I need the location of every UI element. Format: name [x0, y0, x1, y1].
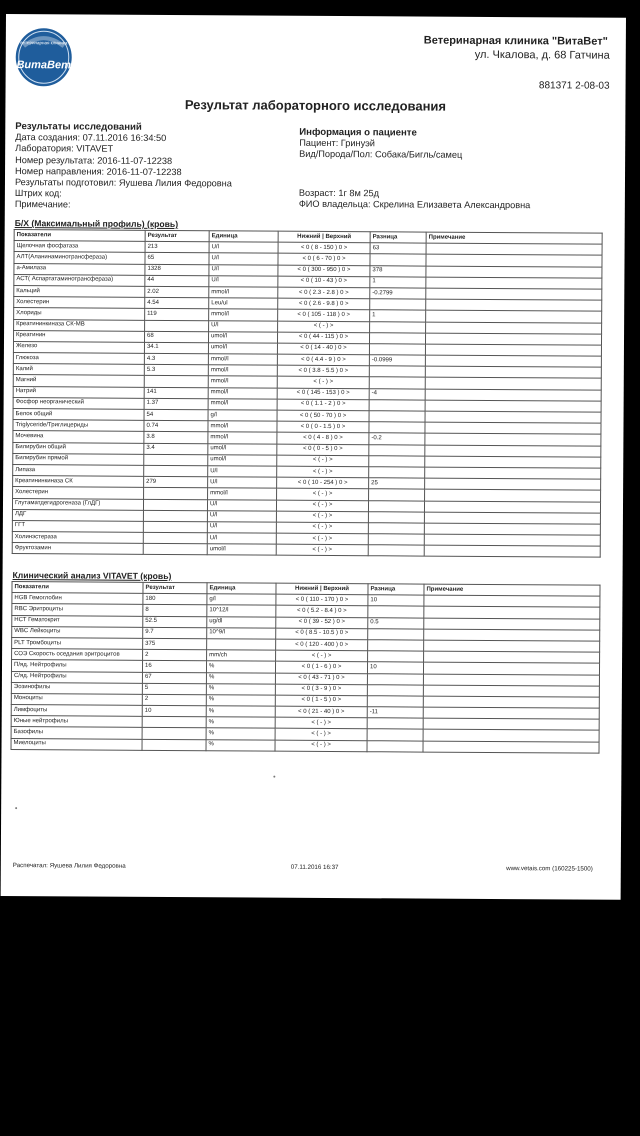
cell-unit: mmol/l: [208, 399, 277, 411]
cell-parameter: Билирубин общий: [13, 442, 144, 454]
cell-result: [142, 717, 206, 729]
prepared-by: Результаты подготовил: Яушева Лилия Федоровна: [14, 177, 232, 189]
cell-parameter: PLT Тромбоциты: [12, 637, 143, 649]
cell-unit: %: [206, 695, 275, 707]
cell-range: < 0 ( 8 - 150 ) 0 >: [278, 242, 370, 254]
created-date: Дата создания: 07.11.2016 16:34:50: [15, 132, 167, 144]
cell-difference: [370, 254, 426, 266]
cell-range: < ( - ) >: [275, 740, 367, 752]
referral-number: Номер направления: 2016-11-07-12238: [15, 165, 182, 177]
cell-result: [143, 499, 207, 511]
cell-unit: mmol/l: [208, 432, 277, 444]
cell-result: 16: [142, 661, 206, 673]
cell-range: < 0 ( 8.5 - 10.5 ) 0 >: [276, 628, 368, 640]
cell-unit: U/l: [207, 533, 276, 545]
cell-parameter: Хлориды: [14, 308, 145, 320]
cell-result: 1328: [145, 264, 209, 276]
cell-unit: umol/l: [208, 443, 277, 455]
column-header-note: Примечание: [424, 584, 600, 596]
cell-range: < ( - ) >: [277, 455, 369, 467]
cell-range: < 0 ( 43 - 71 ) 0 >: [275, 673, 367, 685]
cell-range: < 0 ( 2.3 - 2.8 ) 0 >: [278, 287, 370, 299]
cell-parameter: Билирубин прямой: [13, 453, 144, 465]
cell-result: 180: [143, 594, 207, 606]
cell-parameter: Холинэстераза: [12, 532, 143, 544]
cell-unit: mmol/l: [208, 387, 277, 399]
lab-report-page: [1, 14, 626, 900]
biochem-table: [12, 229, 603, 558]
cell-parameter: Холестерин: [13, 487, 144, 499]
cell-unit: Leu/ul: [209, 298, 278, 310]
cell-difference: [369, 444, 425, 456]
cell-range: < 0 ( 10 - 254 ) 0 >: [277, 477, 369, 489]
cell-result: 65: [145, 253, 209, 265]
cell-range: < 0 ( 1 - 6 ) 0 >: [275, 661, 367, 673]
cell-unit: U/l: [209, 275, 278, 287]
cell-parameter: Миелоциты: [11, 738, 142, 750]
cell-result: 54: [144, 409, 208, 421]
note-label: Примечание:: [14, 199, 71, 210]
cell-difference: [368, 640, 424, 652]
cell-parameter: АСТ( Аспартатаминотрансфераза): [14, 274, 145, 286]
cell-range: < ( - ) >: [276, 650, 368, 662]
cell-unit: mmol/l: [209, 287, 278, 299]
cell-result: 119: [145, 309, 209, 321]
cell-result: [144, 376, 208, 388]
cell-unit: mmol/l: [208, 354, 277, 366]
cell-unit: %: [206, 661, 275, 673]
clinical-title: Клинический анализ VITAVET (кровь): [12, 570, 172, 582]
cell-difference: [367, 740, 423, 752]
cell-parameter: WBC Лейкоциты: [12, 626, 143, 638]
cell-difference: 10: [367, 662, 423, 674]
cell-parameter: Калий: [13, 364, 144, 376]
cell-difference: [369, 455, 425, 467]
cell-difference: [369, 366, 425, 378]
cell-range: < 0 ( 0 - 1.5 ) 0 >: [277, 421, 369, 433]
cell-difference: [370, 321, 426, 333]
cell-result: 2: [143, 649, 207, 661]
column-header-difference: Разница: [370, 232, 426, 244]
cell-result: 68: [144, 331, 208, 343]
cell-unit: %: [206, 717, 275, 729]
cell-range: < 0 ( 5.2 - 8.4 ) 0 >: [276, 606, 368, 618]
clinical-table: [11, 581, 601, 753]
cell-result: 67: [142, 672, 206, 684]
cell-difference: [369, 400, 425, 412]
column-header-difference: Разница: [368, 584, 424, 596]
cell-range: < 0 ( 105 - 118 ) 0 >: [278, 309, 370, 321]
cell-parameter: П/яд. Нейтрофилы: [11, 660, 142, 672]
cell-range: < ( - ) >: [277, 488, 369, 500]
cell-range: < ( - ) >: [277, 377, 369, 389]
page-title: Результат лабораторного исследования: [184, 97, 447, 114]
clinic-phone: 881371 2-08-03: [538, 80, 610, 92]
cell-unit: mmol/l: [208, 365, 277, 377]
cell-difference: [369, 467, 425, 479]
cell-parameter: Глутаматдегидрогеназа (ГлДГ): [12, 498, 143, 510]
cell-result: [144, 488, 208, 500]
cell-difference: 25: [369, 478, 425, 490]
cell-parameter: HGB Гемоглобин: [12, 593, 143, 605]
patient-header: Информация о пациенте: [299, 126, 417, 139]
cell-difference: 1: [370, 276, 426, 288]
patient-species: Вид/Порода/Пол: Собака/Бигль/самец: [299, 149, 463, 161]
cell-unit: mmol/l: [209, 309, 278, 321]
speck: [273, 776, 275, 778]
column-header-unit: Единица: [209, 231, 278, 243]
cell-parameter: Креатининкиназа СК-МВ: [14, 319, 145, 331]
cell-parameter: Магний: [13, 375, 144, 387]
cell-note: [423, 741, 599, 753]
cell-result: [142, 728, 206, 740]
barcode-label: Штрих код:: [14, 188, 62, 199]
cell-difference: [370, 299, 426, 311]
table-row: [12, 543, 600, 558]
cell-unit: %: [206, 706, 275, 718]
cell-unit: 10^12/l: [207, 605, 276, 617]
cell-parameter: Базофилы: [11, 727, 142, 739]
cell-result: 5.3: [144, 365, 208, 377]
cell-difference: 1: [370, 310, 426, 322]
cell-difference: [368, 651, 424, 663]
footer-datetime: 07.11.2016 16:37: [290, 863, 339, 872]
cell-unit: [207, 639, 276, 651]
cell-result: 34.1: [144, 342, 208, 354]
cell-unit: 10^9/l: [207, 627, 276, 639]
cell-parameter: Белок общий: [13, 409, 144, 421]
cell-parameter: Глюкоза: [13, 353, 144, 365]
cell-parameter: ГГТ: [12, 520, 143, 532]
cell-unit: U/l: [209, 253, 278, 265]
cell-parameter: Натрий: [13, 386, 144, 398]
cell-difference: [367, 696, 423, 708]
cell-result: 4.54: [145, 297, 209, 309]
laboratory: Лаборатория: VITAVET: [15, 143, 114, 155]
cell-range: < 0 ( 300 - 950 ) 0 >: [278, 265, 370, 277]
cell-unit: g/l: [207, 594, 276, 606]
cell-unit: %: [206, 672, 275, 684]
cell-range: < 0 ( 4.4 - 9 ) 0 >: [277, 354, 369, 366]
cell-difference: 0.5: [368, 617, 424, 629]
cell-result: 4.3: [144, 353, 208, 365]
cell-range: < 0 ( 3.8 - 5.5 ) 0 >: [277, 365, 369, 377]
cell-difference: -4: [369, 388, 425, 400]
cell-result: 9.7: [143, 627, 207, 639]
cell-range: < 0 ( 44 - 115 ) 0 >: [277, 332, 369, 344]
cell-unit: mmol/l: [208, 488, 277, 500]
cell-parameter: Моноциты: [11, 693, 142, 705]
cell-result: [144, 454, 208, 466]
cell-unit: U/l: [207, 499, 276, 511]
column-header-result: Результат: [143, 582, 207, 594]
cell-range: < ( - ) >: [276, 522, 368, 534]
cell-range: < ( - ) >: [276, 533, 368, 545]
cell-parameter: Кальций: [14, 285, 145, 297]
clinic-name: Ветеринарная клиника "ВитаВет": [423, 34, 608, 48]
column-header-range: Нижний | Верхний: [278, 231, 370, 243]
cell-parameter: Эозинофилы: [11, 682, 142, 694]
cell-range: < 0 ( 1 - 5 ) 0 >: [275, 695, 367, 707]
cell-parameter: Щелочная фосфатаза: [14, 241, 145, 253]
cell-unit: ug/dl: [207, 616, 276, 628]
study-info: [15, 121, 232, 212]
cell-result: 2: [142, 694, 206, 706]
cell-difference: [368, 534, 424, 546]
cell-result: 10: [142, 705, 206, 717]
cell-result: 8: [143, 605, 207, 617]
cell-result: 375: [143, 638, 207, 650]
cell-difference: [367, 673, 423, 685]
cell-range: < 0 ( 0 - 5 ) 0 >: [277, 444, 369, 456]
cell-difference: [369, 344, 425, 356]
cell-result: 279: [144, 476, 208, 488]
cell-unit: umol/l: [208, 331, 277, 343]
cell-difference: [368, 606, 424, 618]
cell-unit: mmol/l: [208, 421, 277, 433]
patient-info: [299, 127, 531, 211]
cell-result: 2.02: [145, 286, 209, 298]
footer-site: www.vetais.com (160225-1500): [506, 865, 593, 873]
cell-unit: umol/l: [208, 343, 277, 355]
cell-difference: [367, 729, 423, 741]
cell-range: < 0 ( 6 - 70 ) 0 >: [278, 254, 370, 266]
cell-range: < 0 ( 145 - 153 ) 0 >: [277, 388, 369, 400]
cell-difference: [369, 489, 425, 501]
column-header-note: Примечание: [426, 232, 602, 244]
cell-difference: 10: [368, 595, 424, 607]
study-header: Результаты исследований: [15, 121, 142, 133]
cell-result: 3.4: [144, 443, 208, 455]
cell-result: 213: [145, 242, 209, 254]
cell-result: [143, 521, 207, 533]
cell-range: < 0 ( 2.6 - 9.8 ) 0 >: [278, 298, 370, 310]
result-number: Номер результата: 2016-11-07-12238: [15, 154, 173, 166]
cell-result: [143, 544, 207, 556]
cell-range: < 0 ( 21 - 40 ) 0 >: [275, 706, 367, 718]
cell-difference: [369, 377, 425, 389]
cell-result: [144, 465, 208, 477]
cell-result: [143, 510, 207, 522]
cell-range: < 0 ( 50 - 70 ) 0 >: [277, 410, 369, 422]
cell-unit: %: [206, 728, 275, 740]
cell-result: 3.8: [144, 432, 208, 444]
cell-result: 5: [142, 683, 206, 695]
patient-age: Возраст: 1г 8м 25д: [298, 187, 379, 198]
cell-parameter: а-Амилаза: [14, 263, 145, 275]
cell-result: 0.74: [144, 421, 208, 433]
cell-difference: -11: [367, 707, 423, 719]
cell-difference: 63: [370, 243, 426, 255]
cell-result: [143, 532, 207, 544]
vitavet-logo: [14, 26, 74, 88]
cell-result: 1.37: [144, 398, 208, 410]
cell-unit: U/l: [208, 477, 277, 489]
cell-range: < 0 ( 110 - 170 ) 0 >: [276, 594, 368, 606]
footer-printed-by: Распечатал: Яушева Лилия Федоровна: [12, 862, 126, 870]
cell-parameter: С/яд. Нейтрофилы: [11, 671, 142, 683]
cell-range: < ( - ) >: [276, 544, 368, 556]
cell-parameter: АЛТ(Аланинаминотрансфераза): [14, 252, 145, 264]
cell-difference: -0.2: [369, 433, 425, 445]
cell-parameter: СОЭ Скорость оседания эритроцитов: [12, 649, 143, 661]
cell-parameter: Мочевина: [13, 431, 144, 443]
cell-parameter: Фосфор неорганический: [13, 397, 144, 409]
cell-parameter: Triglyceride/Триглицериды: [13, 420, 144, 432]
cell-range: < ( - ) >: [275, 717, 367, 729]
cell-difference: 378: [370, 265, 426, 277]
cell-range: < 0 ( 14 - 40 ) 0 >: [277, 343, 369, 355]
cell-unit: %: [206, 683, 275, 695]
cell-result: 44: [145, 275, 209, 287]
cell-range: < ( - ) >: [278, 321, 370, 333]
cell-range: < 0 ( 4 - 8 ) 0 >: [277, 433, 369, 445]
clinic-address: ул. Чкалова, д. 68 Гатчина: [474, 48, 610, 62]
patient-name: Пациент: Гринуэй: [299, 137, 375, 149]
cell-unit: umol/l: [207, 544, 276, 556]
cell-range: < 0 ( 3 - 9 ) 0 >: [275, 684, 367, 696]
logo-text: ВитаВет: [16, 59, 71, 72]
cell-difference: [367, 684, 423, 696]
cell-difference: -0.0999: [369, 355, 425, 367]
cell-difference: [368, 628, 424, 640]
cell-unit: U/l: [207, 522, 276, 534]
cell-parameter: Лимфоциты: [11, 705, 142, 717]
cell-difference: [369, 411, 425, 423]
speck: [15, 807, 17, 809]
column-header-result: Результат: [145, 230, 209, 242]
cell-note: [424, 545, 600, 557]
cell-range: < 0 ( 120 - 400 ) 0 >: [276, 639, 368, 651]
cell-difference: [369, 422, 425, 434]
cell-parameter: ЛДГ: [12, 509, 143, 521]
table-row: [11, 738, 599, 753]
cell-parameter: Креатининкиназа СК: [13, 476, 144, 488]
cell-unit: mm/ch: [207, 650, 276, 662]
cell-difference: [367, 718, 423, 730]
cell-parameter: Холестерин: [14, 297, 145, 309]
cell-parameter: Фруктозамин: [12, 543, 143, 555]
cell-difference: [368, 511, 424, 523]
cell-difference: -0.2799: [370, 288, 426, 300]
cell-result: 52.5: [143, 616, 207, 628]
cell-unit: umol/l: [208, 454, 277, 466]
cell-result: [145, 320, 209, 332]
cell-parameter: RBC Эритроциты: [12, 604, 143, 616]
column-header-range: Нижний | Верхний: [276, 583, 368, 595]
cell-unit: U/l: [209, 242, 278, 254]
cell-difference: [368, 523, 424, 535]
cell-range: < 0 ( 39 - 52 ) 0 >: [276, 617, 368, 629]
cell-unit: U/l: [209, 264, 278, 276]
cell-parameter: Юные нейтрофилы: [11, 716, 142, 728]
cell-unit: U/l: [208, 466, 277, 478]
cell-parameter: Железо: [13, 341, 144, 353]
biochem-title: Б/Х (Максимальный профиль) (кровь): [14, 218, 179, 230]
cell-difference: [368, 500, 424, 512]
cell-unit: U/l: [209, 320, 278, 332]
cell-result: [142, 739, 206, 751]
logo-arc-text: ветеринарная клиника: [20, 40, 68, 46]
cell-range: < ( - ) >: [276, 511, 368, 523]
cell-range: < ( - ) >: [276, 500, 368, 512]
cell-parameter: Липаза: [13, 464, 144, 476]
column-header-unit: Единица: [207, 583, 276, 595]
cell-difference: [369, 332, 425, 344]
cell-difference: [368, 545, 424, 557]
column-header-parameter: Показатели: [12, 582, 143, 594]
cell-unit: U/l: [207, 510, 276, 522]
cell-range: < 0 ( 10 - 43 ) 0 >: [278, 276, 370, 288]
cell-result: 141: [144, 387, 208, 399]
cell-parameter: Креатинин: [14, 330, 145, 342]
cell-range: < ( - ) >: [277, 466, 369, 478]
cell-parameter: НСТ Гематокрит: [12, 615, 143, 627]
cell-range: < 0 ( 1.1 - 2 ) 0 >: [277, 399, 369, 411]
cell-unit: mmol/l: [208, 376, 277, 388]
cell-unit: %: [206, 739, 275, 751]
column-header-parameter: Показатели: [14, 230, 145, 242]
cell-range: < ( - ) >: [275, 729, 367, 741]
owner-name: ФИО владельца: Скрелина Елизавета Александровна: [298, 198, 531, 211]
cell-unit: g/l: [208, 410, 277, 422]
